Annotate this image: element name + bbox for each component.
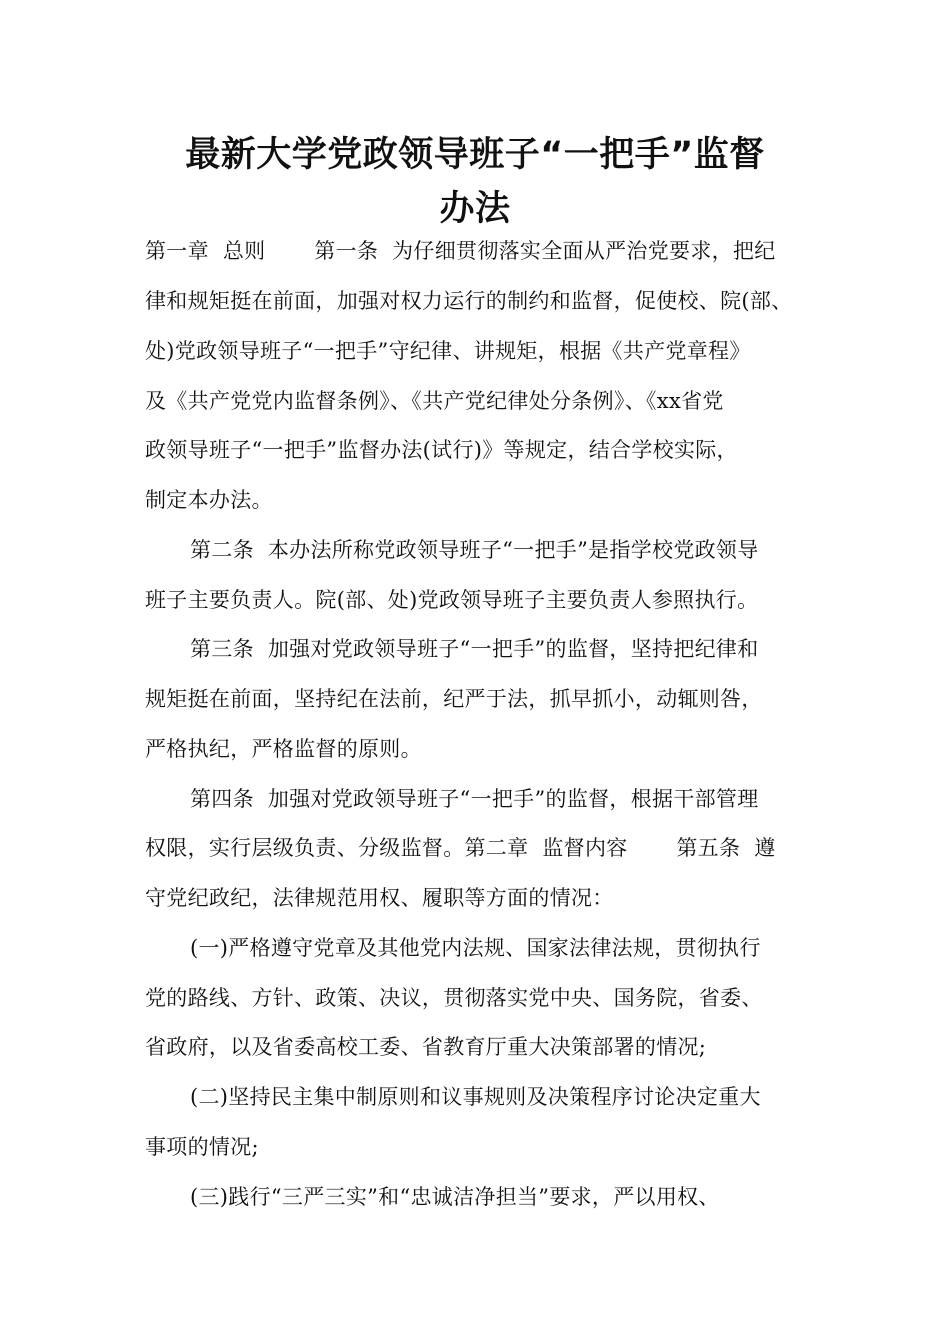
body-line: 政领导班子“一把手”监督办法(试行)》等规定，结合学校实际， xyxy=(145,438,738,462)
body-line: 守党纪政纪，法律规范用权、履职等方面的情况： xyxy=(145,886,614,910)
body-line: 第二条 本办法所称党政领导班子“一把手”是指学校党政领导 xyxy=(190,538,759,562)
document-title-line-1: 最新大学党政领导班子“一把手”监督 xyxy=(185,135,765,175)
body-line: 处)党政领导班子“一把手”守纪律、讲规矩，根据《共产党章程》 xyxy=(145,339,751,363)
body-line: 规矩挺在前面，坚持纪在法前，纪严于法，抓早抓小，动辄则咎， xyxy=(145,687,763,711)
body-line: 党的路线、方针、政策、决议，贯彻落实党中央、国务院，省委、 xyxy=(145,986,763,1010)
document-title-line-2: 办法 xyxy=(439,189,511,229)
body-line: (二)坚持民主集中制原则和议事规则及决策程序讨论决定重大 xyxy=(190,1085,761,1109)
body-line: 权限，实行层级负责、分级监督。第二章 监督内容 第五条 遵 xyxy=(145,836,776,860)
body-line: 第一章 总则 第一条 为仔细贯彻落实全面从严治党要求，把纪 xyxy=(145,239,776,263)
body-line: 第三条 加强对党政领导班子“一把手”的监督，坚持把纪律和 xyxy=(190,637,759,661)
body-line: (三)践行“三严三实”和“忠诚洁净担当”要求，严以用权、 xyxy=(190,1185,720,1209)
body-line: 制定本办法。 xyxy=(145,488,273,512)
body-line: 省政府，以及省委高校工委、省教育厅重大决策部署的情况; xyxy=(145,1035,707,1059)
body-line: (一)严格遵守党章及其他党内法规、国家法律法规，贯彻执行 xyxy=(190,936,761,960)
body-line: 事项的情况; xyxy=(145,1135,259,1159)
body-line: 第四条 加强对党政领导班子“一把手”的监督，根据干部管理 xyxy=(190,787,759,811)
body-line: 及《共产党党内监督条例》、《共产党纪律处分条例》、《xx省党 xyxy=(145,389,724,413)
body-line: 严格执纪，严格监督的原则。 xyxy=(145,737,422,761)
body-line: 律和规矩挺在前面，加强对权力运行的制约和监督，促使校、院(部、 xyxy=(145,289,793,313)
body-line: 班子主要负责人。院(部、处)党政领导班子主要负责人参照执行。 xyxy=(145,588,759,612)
